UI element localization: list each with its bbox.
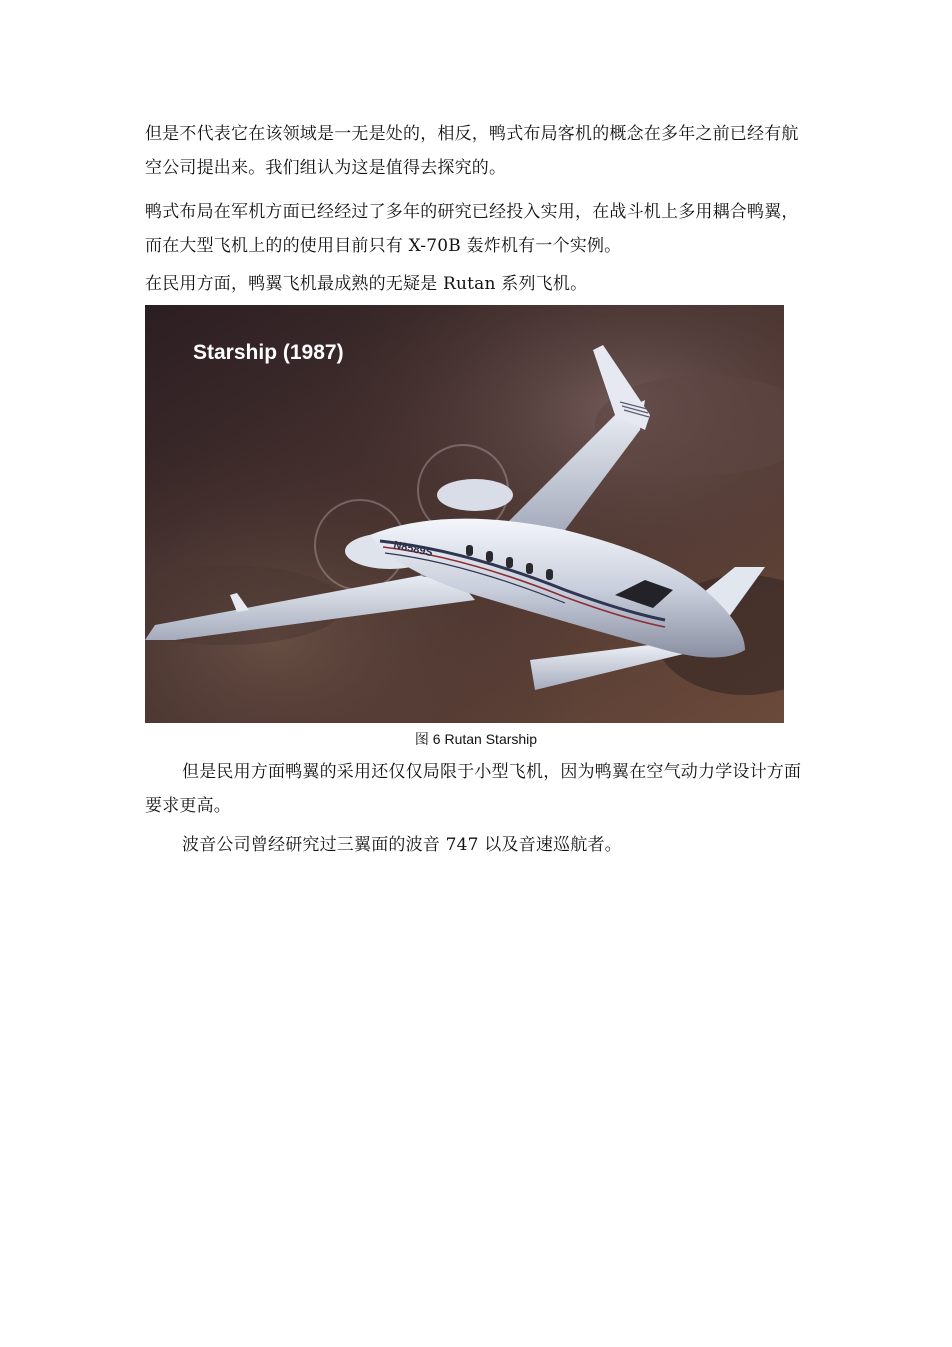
figure-caption: 图 6 Rutan Starship [414,731,538,747]
paragraph-2: 鸭式布局在军机方面已经经过了多年的研究已经投入实用，在战斗机上多用耦合鸭翼，而在大型飞机上的的使用目前只有 X-70B 轰炸机有一个实例。 [145,202,799,256]
paragraph-1: 但是不代表它在该领域是一无是处的，相反，鸭式布局客机的概念在多年之前已经有航空公司提出来。我们组认为这是值得去探究的。 [145,124,799,178]
paragraph-4: 但是民用方面鸭翼的采用还仅仅局限于小型飞机，因为鸭翼在空气动力学设计方面要求更高。 [145,762,802,816]
tail-number: N8589S [392,539,434,560]
starship-photo [145,305,784,723]
paragraph-3: 在民用方面，鸭翼飞机最成熟的无疑是 Rutan 系列飞机。 [145,274,588,294]
paragraph-5: 波音公司曾经研究过三翼面的波音 747 以及音速巡航者。 [182,835,622,855]
photo-overlay-title: Starship (1987) [193,341,344,364]
